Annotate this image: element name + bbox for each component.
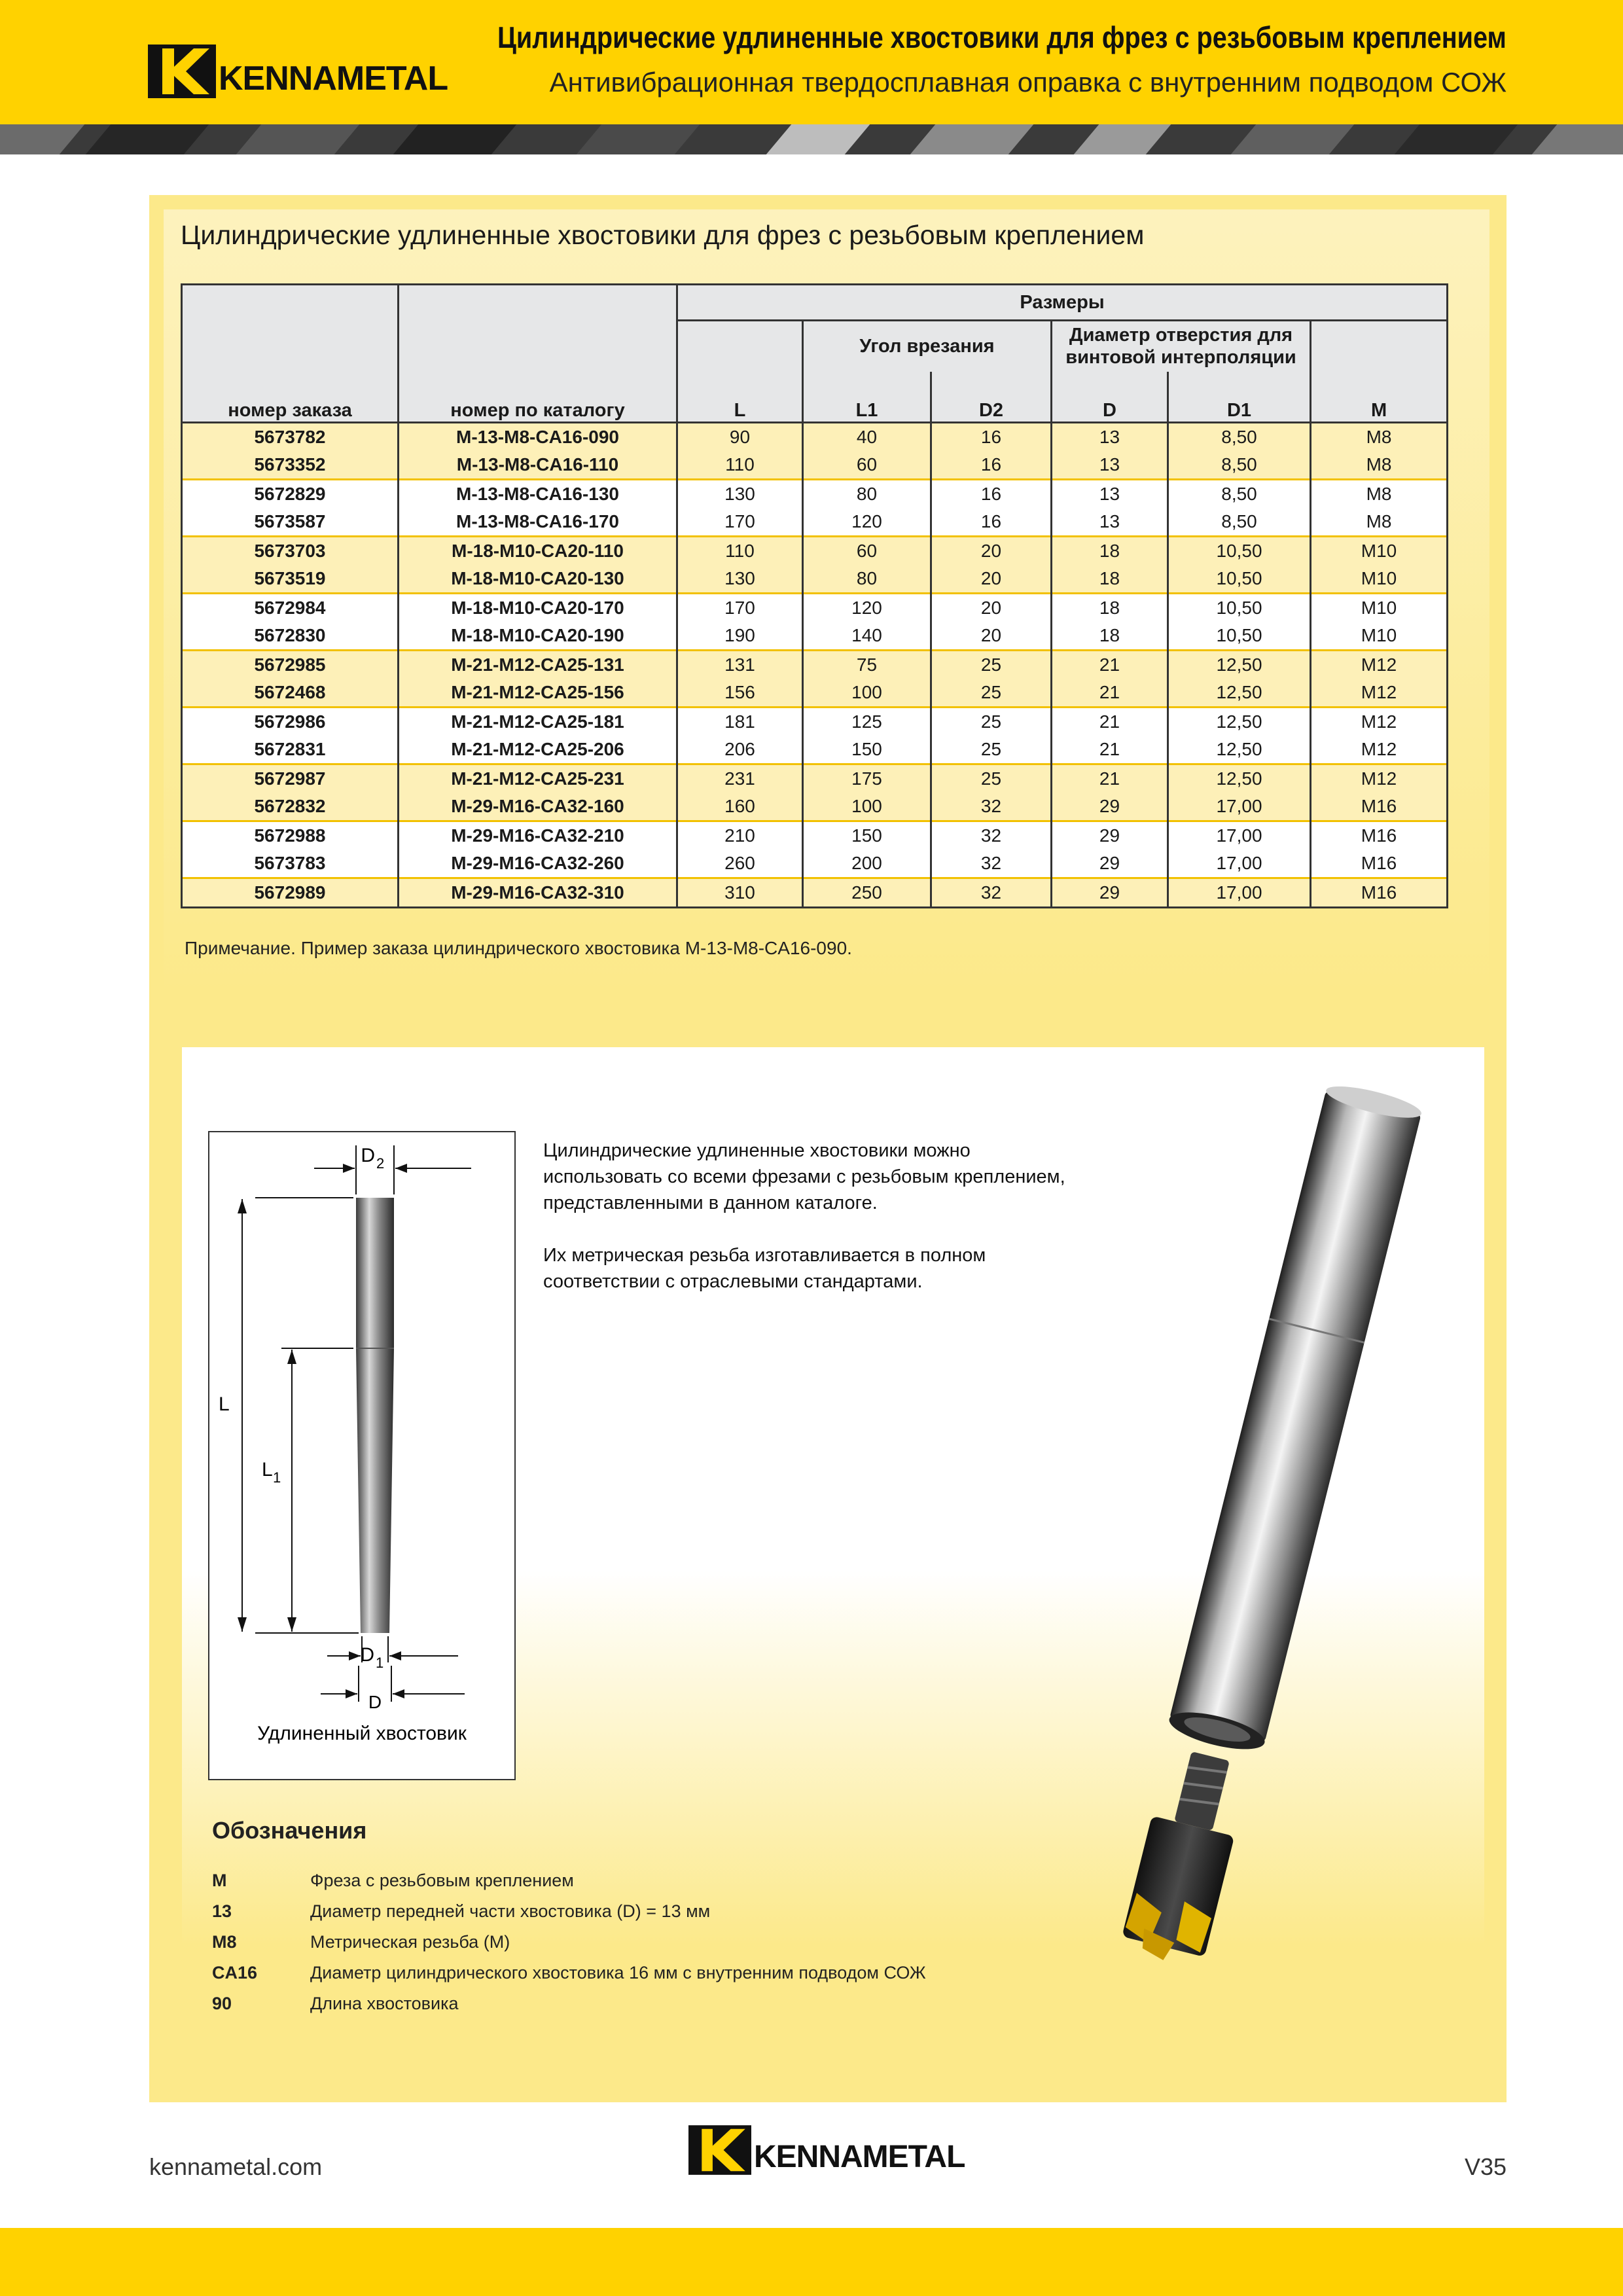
cell-m: M12 xyxy=(1311,736,1448,764)
cell-order: 5672984 xyxy=(182,594,399,622)
cell-d1: 12,50 xyxy=(1168,651,1311,679)
cell-l: 160 xyxy=(677,793,803,821)
cell-l: 190 xyxy=(677,622,803,651)
cell-catalog: M-18-M10-CA20-110 xyxy=(399,537,677,565)
cell-d: 29 xyxy=(1052,850,1168,878)
cell-order: 5672468 xyxy=(182,679,399,708)
cell-order: 5673587 xyxy=(182,508,399,537)
cell-d: 29 xyxy=(1052,821,1168,850)
cell-l: 156 xyxy=(677,679,803,708)
header-subtitle: Антивибрационная твердосплавная оправка с внутренним подводом СОЖ xyxy=(549,67,1507,98)
dim-label-D1: D xyxy=(360,1644,374,1666)
cell-catalog: M-29-M16-CA32-160 xyxy=(399,793,677,821)
col-header-D: D xyxy=(1052,372,1168,423)
brand-name: KENNAMETAL xyxy=(219,60,448,98)
legend-text: Длина хвостовика xyxy=(310,1994,459,2013)
cell-catalog: M-21-M12-CA25-231 xyxy=(399,764,677,793)
cell-d: 21 xyxy=(1052,708,1168,736)
cell-m: M12 xyxy=(1311,764,1448,793)
cell-d2: 25 xyxy=(931,708,1052,736)
cell-m: M8 xyxy=(1311,423,1448,452)
cell-d1: 8,50 xyxy=(1168,451,1311,480)
cell-m: M10 xyxy=(1311,565,1448,594)
cell-d: 29 xyxy=(1052,793,1168,821)
cell-order: 5672985 xyxy=(182,651,399,679)
cell-d: 21 xyxy=(1052,679,1168,708)
table-row xyxy=(182,878,1448,908)
cell-d2: 25 xyxy=(931,679,1052,708)
legend-item xyxy=(212,1932,510,1952)
legend-text: Диаметр передней части хвостовика (D) = 13 мм xyxy=(310,1901,711,1921)
dim-label-D2: D xyxy=(361,1145,375,1166)
col-header-D2: D2 xyxy=(931,372,1052,423)
kennametal-k-icon xyxy=(688,2125,751,2175)
cell-order: 5672987 xyxy=(182,764,399,793)
cell-l1: 40 xyxy=(803,423,931,452)
cell-d1: 17,00 xyxy=(1168,793,1311,821)
cell-d2: 32 xyxy=(931,821,1052,850)
cell-l: 110 xyxy=(677,537,803,565)
legend-text: Метрическая резьба (M) xyxy=(310,1932,510,1952)
cell-l1: 60 xyxy=(803,537,931,565)
cell-order: 5672830 xyxy=(182,622,399,651)
dim-label-L1: L xyxy=(262,1459,273,1480)
cell-d1: 12,50 xyxy=(1168,764,1311,793)
cell-d2: 20 xyxy=(931,565,1052,594)
footer-brand-name: KENNAMETAL xyxy=(754,2140,965,2174)
cell-l1: 100 xyxy=(803,679,931,708)
footer-bar xyxy=(0,2228,1623,2296)
cell-l: 231 xyxy=(677,764,803,793)
cell-l1: 150 xyxy=(803,821,931,850)
cell-l1: 80 xyxy=(803,565,931,594)
legend-title: Обозначения xyxy=(212,1817,367,1844)
cell-order: 5673783 xyxy=(182,850,399,878)
cell-m: M16 xyxy=(1311,850,1448,878)
cell-catalog: M-21-M12-CA25-181 xyxy=(399,708,677,736)
cell-l1: 150 xyxy=(803,736,931,764)
table-row xyxy=(182,679,1448,708)
kennametal-k-icon xyxy=(148,45,216,98)
cell-catalog: M-29-M16-CA32-210 xyxy=(399,821,677,850)
cell-m: M16 xyxy=(1311,821,1448,850)
cell-m: M8 xyxy=(1311,480,1448,509)
col-header-M: M xyxy=(1311,321,1448,423)
cell-d: 18 xyxy=(1052,565,1168,594)
cell-l: 90 xyxy=(677,423,803,452)
cell-d: 18 xyxy=(1052,537,1168,565)
legend-text: Фреза с резьбовым креплением xyxy=(310,1871,574,1890)
cell-d1: 10,50 xyxy=(1168,565,1311,594)
cell-d2: 16 xyxy=(931,480,1052,509)
cell-d: 13 xyxy=(1052,508,1168,537)
cell-d2: 16 xyxy=(931,423,1052,452)
table-body xyxy=(182,423,1448,908)
cell-l: 210 xyxy=(677,821,803,850)
cell-d2: 20 xyxy=(931,537,1052,565)
col-header-L1: L1 xyxy=(803,372,931,423)
legend-text: Диаметр цилиндрического хвостовика 16 мм с внутренним подводом СОЖ xyxy=(310,1963,926,1982)
cell-l1: 120 xyxy=(803,594,931,622)
cell-d: 29 xyxy=(1052,878,1168,908)
cell-l: 310 xyxy=(677,878,803,908)
cell-d1: 17,00 xyxy=(1168,878,1311,908)
table-row xyxy=(182,622,1448,651)
cell-l: 130 xyxy=(677,480,803,509)
cell-m: M10 xyxy=(1311,537,1448,565)
cell-l1: 80 xyxy=(803,480,931,509)
cell-catalog: M-13-M8-CA16-110 xyxy=(399,451,677,480)
cell-d2: 20 xyxy=(931,622,1052,651)
dim-label-L: L xyxy=(219,1393,230,1415)
table-row xyxy=(182,594,1448,622)
cell-l: 110 xyxy=(677,451,803,480)
cell-d2: 25 xyxy=(931,651,1052,679)
legend-item xyxy=(212,1901,710,1922)
section-title: Цилиндрические удлиненные хвостовики для фрез с резьбовым креплением xyxy=(181,220,1145,250)
cell-d: 21 xyxy=(1052,764,1168,793)
description-paragraph-1: Цилиндрические удлиненные хвостовики можно использовать со всеми фрезами с резьбовым креплением, представленными в данном каталоге. xyxy=(543,1140,1065,1213)
cell-order: 5672831 xyxy=(182,736,399,764)
legend-code: M xyxy=(212,1871,227,1890)
col-header-D1: D1 xyxy=(1168,372,1311,423)
cell-m: M10 xyxy=(1311,622,1448,651)
dim-label-L1-sub: 1 xyxy=(273,1469,281,1486)
cell-order: 5672988 xyxy=(182,821,399,850)
cell-l1: 140 xyxy=(803,622,931,651)
cell-catalog: M-29-M16-CA32-260 xyxy=(399,850,677,878)
cell-m: M12 xyxy=(1311,679,1448,708)
cell-m: M8 xyxy=(1311,508,1448,537)
cell-catalog: M-18-M10-CA20-190 xyxy=(399,622,677,651)
cell-d: 21 xyxy=(1052,651,1168,679)
cell-l1: 100 xyxy=(803,793,931,821)
table-row xyxy=(182,821,1448,850)
table-row xyxy=(182,451,1448,480)
cell-d2: 32 xyxy=(931,878,1052,908)
cell-m: M16 xyxy=(1311,793,1448,821)
shank-body xyxy=(356,1198,394,1633)
cell-d: 13 xyxy=(1052,480,1168,509)
cell-m: M10 xyxy=(1311,594,1448,622)
col-header-entry-angle: Угол врезания xyxy=(803,321,1052,372)
col-header-L: L xyxy=(677,321,803,423)
table-row xyxy=(182,565,1448,594)
footer-url[interactable]: kennametal.com xyxy=(149,2153,323,2180)
table-row xyxy=(182,480,1448,509)
table-note: Примечание. Пример заказа цилиндрического хвостовика M-13-M8-CA16-090. xyxy=(185,938,852,958)
cell-d1: 8,50 xyxy=(1168,508,1311,537)
cell-m: M12 xyxy=(1311,651,1448,679)
dim-label-D1-sub: 1 xyxy=(376,1655,384,1671)
cell-d2: 25 xyxy=(931,764,1052,793)
table-row xyxy=(182,736,1448,764)
legend-code: CA16 xyxy=(212,1963,258,1982)
cell-l: 170 xyxy=(677,594,803,622)
cell-catalog: M-21-M12-CA25-206 xyxy=(399,736,677,764)
shank-tube xyxy=(1169,1090,1421,1743)
shank-dimension-diagram xyxy=(209,1132,514,1779)
cell-m: M12 xyxy=(1311,708,1448,736)
drawing-caption: Удлиненный хвостовик xyxy=(257,1723,467,1744)
cell-order: 5672832 xyxy=(182,793,399,821)
cell-order: 5673352 xyxy=(182,451,399,480)
cell-l: 170 xyxy=(677,508,803,537)
cell-l1: 60 xyxy=(803,451,931,480)
cell-d2: 32 xyxy=(931,850,1052,878)
legend-item xyxy=(212,1994,459,2014)
cell-d2: 25 xyxy=(931,736,1052,764)
cell-order: 5673782 xyxy=(182,423,399,452)
cell-order: 5672989 xyxy=(182,878,399,908)
cell-d1: 12,50 xyxy=(1168,736,1311,764)
cell-l1: 120 xyxy=(803,508,931,537)
col-header-dimensions: Размеры xyxy=(677,285,1448,321)
header-stripes xyxy=(0,124,1623,154)
cell-d: 21 xyxy=(1052,736,1168,764)
table-row xyxy=(182,708,1448,736)
cell-l1: 75 xyxy=(803,651,931,679)
cell-catalog: M-13-M8-CA16-090 xyxy=(399,423,677,452)
cell-order: 5672986 xyxy=(182,708,399,736)
cell-l: 131 xyxy=(677,651,803,679)
cell-catalog: M-13-M8-CA16-170 xyxy=(399,508,677,537)
cell-d2: 20 xyxy=(931,594,1052,622)
spec-table xyxy=(181,283,1448,908)
shank-drawing xyxy=(208,1131,516,1780)
cell-catalog: M-21-M12-CA25-131 xyxy=(399,651,677,679)
cell-d1: 10,50 xyxy=(1168,537,1311,565)
cell-l1: 125 xyxy=(803,708,931,736)
legend-item xyxy=(212,1871,574,1891)
description xyxy=(543,1138,1080,1321)
cell-l: 260 xyxy=(677,850,803,878)
kennametal-logo xyxy=(148,45,448,98)
cell-catalog: M-13-M8-CA16-130 xyxy=(399,480,677,509)
cell-d1: 10,50 xyxy=(1168,622,1311,651)
cell-d1: 12,50 xyxy=(1168,679,1311,708)
cell-d2: 32 xyxy=(931,793,1052,821)
cell-d1: 8,50 xyxy=(1168,423,1311,452)
cell-l: 181 xyxy=(677,708,803,736)
cell-catalog: M-18-M10-CA20-170 xyxy=(399,594,677,622)
legend-item xyxy=(212,1963,926,1983)
cell-d1: 12,50 xyxy=(1168,708,1311,736)
table-row xyxy=(182,537,1448,565)
cell-catalog: M-29-M16-CA32-310 xyxy=(399,878,677,908)
dim-label-D: D xyxy=(368,1692,382,1712)
cell-catalog: M-18-M10-CA20-130 xyxy=(399,565,677,594)
shank-with-cutter-illustration xyxy=(1047,1073,1466,2003)
cell-order: 5672829 xyxy=(182,480,399,509)
table-row xyxy=(182,793,1448,821)
footer-logo xyxy=(688,2125,965,2175)
cell-d: 18 xyxy=(1052,594,1168,622)
col-header-hole-diameter: Диаметр отверстия для винтовой интерполяции xyxy=(1052,321,1311,372)
cell-order: 5673519 xyxy=(182,565,399,594)
header-title: Цилиндрические удлиненные хвостовики для фрез с резьбовым креплением xyxy=(497,20,1507,54)
cell-l1: 175 xyxy=(803,764,931,793)
cell-d1: 17,00 xyxy=(1168,821,1311,850)
table-row xyxy=(182,423,1448,452)
cell-l: 130 xyxy=(677,565,803,594)
cell-m: M8 xyxy=(1311,451,1448,480)
col-header-order: номер заказа xyxy=(182,285,399,423)
cell-d1: 8,50 xyxy=(1168,480,1311,509)
cell-l: 206 xyxy=(677,736,803,764)
dim-label-D2-sub: 2 xyxy=(376,1155,385,1172)
table-row xyxy=(182,651,1448,679)
cell-l1: 200 xyxy=(803,850,931,878)
cell-d2: 16 xyxy=(931,508,1052,537)
table-row xyxy=(182,850,1448,878)
cell-d: 13 xyxy=(1052,451,1168,480)
legend-code: 13 xyxy=(212,1901,232,1921)
cell-d: 13 xyxy=(1052,423,1168,452)
cell-order: 5673703 xyxy=(182,537,399,565)
legend-code: 90 xyxy=(212,1994,232,2013)
cell-d: 18 xyxy=(1052,622,1168,651)
cell-d1: 17,00 xyxy=(1168,850,1311,878)
cell-m: M16 xyxy=(1311,878,1448,908)
col-header-catalog: номер по каталогу xyxy=(399,285,677,423)
table-row xyxy=(182,508,1448,537)
cell-catalog: M-21-M12-CA25-156 xyxy=(399,679,677,708)
thread-stud xyxy=(1174,1751,1230,1831)
table-row xyxy=(182,764,1448,793)
page-number: V35 xyxy=(1464,2153,1507,2180)
description-paragraph-2: Их метрическая резьба изготавливается в полном соответствии с отраслевыми стандартами. xyxy=(543,1245,986,1292)
cell-d1: 10,50 xyxy=(1168,594,1311,622)
cell-d2: 16 xyxy=(931,451,1052,480)
legend-code: M8 xyxy=(212,1932,237,1952)
cell-l1: 250 xyxy=(803,878,931,908)
